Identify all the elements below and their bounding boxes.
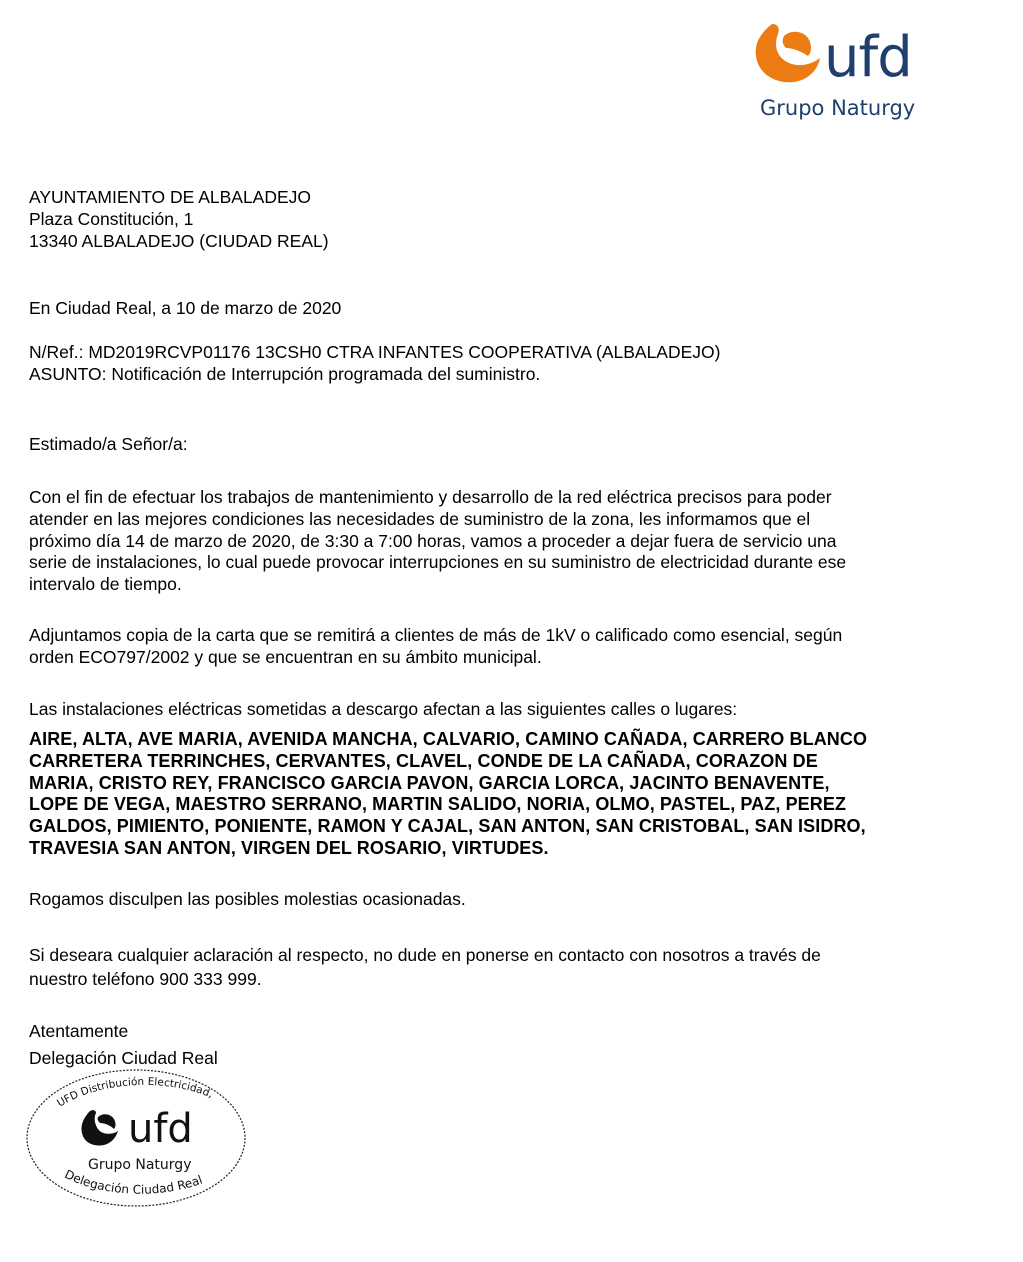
stamp-top-text: UFD Distribución Electricidad, xyxy=(55,1075,215,1110)
paragraph-line: próximo día 14 de marzo de 2020, de 3:30 a 7:00 horas, vamos a proceder a dejar fuera de servicio una xyxy=(29,530,837,551)
ufd-swirl-icon xyxy=(750,18,830,90)
ufd-logo xyxy=(750,18,930,128)
subject-line: ASUNTO: Notificación de Interrupción programada del suministro. xyxy=(29,364,541,384)
paragraph-affected-intro: Las instalaciones eléctricas sometidas a descargo afectan a las siguientes calles o lugares: xyxy=(29,699,738,719)
paragraph-notice xyxy=(29,487,963,596)
closing-department: Delegación Ciudad Real xyxy=(29,1048,218,1068)
paragraph-line: orden ECO797/2002 y que se encuentran en su ámbito municipal. xyxy=(29,646,542,667)
paragraph-line: nuestro teléfono 900 333 999. xyxy=(29,969,262,989)
stamp-swirl-icon xyxy=(81,1110,118,1145)
streets-line: MARIA, CRISTO REY, FRANCISCO GARCIA PAVON, GARCIA LORCA, JACINTO BENAVENTE, xyxy=(29,772,830,793)
stamp-bottom-text: Delegación Ciudad Real xyxy=(62,1167,205,1197)
streets-line: AIRE, ALTA, AVE MARIA, AVENIDA MANCHA, CALVARIO, CAMINO CAÑADA, CARRERO BLANCO xyxy=(29,729,868,749)
streets-line: GALDOS, PIMIENTO, PONIENTE, RAMON Y CAJAL, SAN ANTON, SAN CRISTOBAL, SAN ISIDRO, xyxy=(29,816,866,837)
paragraph-line: Con el fin de efectuar los trabajos de mantenimiento y desarrollo de la red eléctrica precisos para poder xyxy=(29,487,832,507)
paragraph-attachment xyxy=(29,625,963,669)
recipient-line: AYUNTAMIENTO DE ALBALADEJO xyxy=(29,187,312,207)
logo-wordmark: ufd xyxy=(824,25,912,90)
streets-line: LOPE DE VEGA, MAESTRO SERRANO, MARTIN SALIDO, NORIA, OLMO, PASTEL, PAZ, PEREZ xyxy=(29,794,847,815)
paragraph-apology: Rogamos disculpen las posibles molestias ocasionadas. xyxy=(29,889,466,909)
greeting: Estimado/a Señor/a: xyxy=(29,434,188,454)
reference-block xyxy=(29,341,963,385)
stamp-wordmark: ufd xyxy=(128,1106,193,1152)
closing xyxy=(29,1018,963,1072)
paragraph-line: Adjuntamos copia de la carta que se remitirá a clientes de más de 1kV o calificado como esencial, según xyxy=(29,625,843,645)
logo-subtitle: Grupo Naturgy xyxy=(760,96,916,120)
stamp-subtitle: Grupo Naturgy xyxy=(88,1157,192,1173)
paragraph-line: intervalo de tiempo. xyxy=(29,574,182,595)
affected-streets-list xyxy=(29,729,953,860)
reference-number: N/Ref.: MD2019RCVP01176 13CSH0 CTRA INFANTES COOPERATIVA (ALBALADEJO) xyxy=(29,342,721,362)
company-stamp xyxy=(24,1067,248,1209)
recipient-line: 13340 ALBALADEJO (CIUDAD REAL) xyxy=(29,231,329,251)
streets-line: CARRETERA TERRINCHES, CERVANTES, CLAVEL, CONDE DE LA CAÑADA, CORAZON DE xyxy=(29,750,818,771)
paragraph-contact xyxy=(29,943,963,991)
paragraph-line: atender en las mejores condiciones las necesidades de suministro de la zona, les informamos que el xyxy=(29,508,811,529)
paragraph-line: Si deseara cualquier aclaración al respecto, no dude en ponerse en contacto con nosotros a través de xyxy=(29,945,821,965)
date-line: En Ciudad Real, a 10 de marzo de 2020 xyxy=(29,298,342,318)
recipient-address xyxy=(29,186,963,252)
recipient-line: Plaza Constitución, 1 xyxy=(29,209,194,229)
streets-line: TRAVESIA SAN ANTON, VIRGEN DEL ROSARIO, VIRTUDES. xyxy=(29,837,549,858)
paragraph-line: serie de instalaciones, lo cual puede provocar interrupciones en su suministro de electricidad durante ese xyxy=(29,552,847,573)
closing-salutation: Atentamente xyxy=(29,1021,129,1041)
